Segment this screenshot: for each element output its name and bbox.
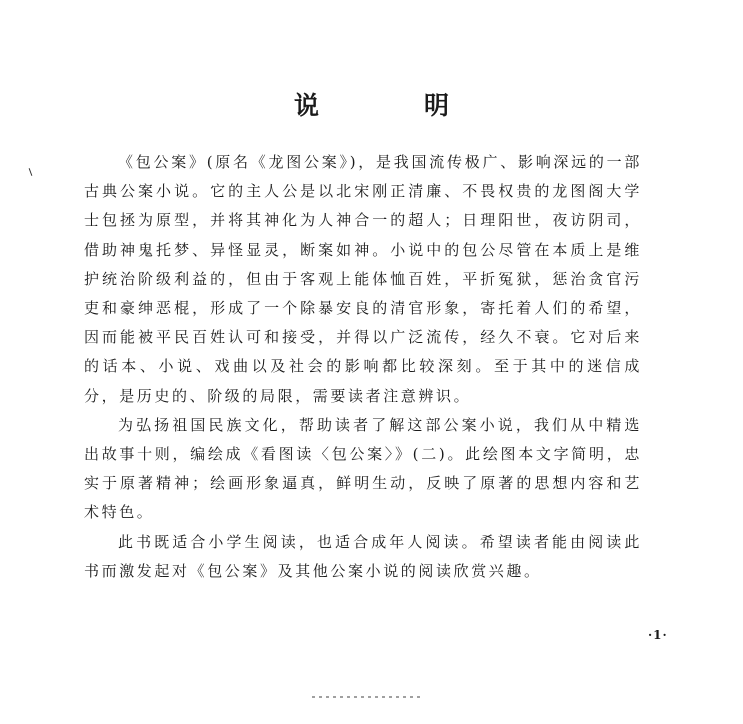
- page-number: ·1·: [648, 628, 668, 642]
- scan-smudge: [312, 696, 420, 698]
- page-title: 说 明: [293, 91, 489, 120]
- paragraph-intro: 《包公案》(原名《龙图公案》)，是我国流传极广、影响深远的一部古典公案小说。它的主人公是以北宋刚正清廉、不畏权贵的龙图阁大学士包拯为原型，并将其神化为人神合一的超人；日理阳世，夜访阴司，借助神鬼托梦、异怪显灵，断案如神。小说中的包公尽管在本质上是维护统治阶级利益的，但由于客观上能体恤百姓，平折冤狱，惩治贪官污吏和豪绅恶棍，形成了一个除暴安良的清官形象，寄托着人们的希望，因而能被平民百姓认可和接受，并得以广泛流传，经久不衰。它对后来的话本、小说、戏曲以及社会的影响都比较深刻。至于其中的迷信成分，是历史的、阶级的局限，需要读者注意辨识。: [84, 153, 642, 405]
- paragraph-purpose: 为弘扬祖国民族文化，帮助读者了解这部公案小说，我们从中精选出故事十则，编绘成《看图读〈包公案〉》(二)。此绘图本文字简明，忠实于原著精神；绘画形象逼真，鲜明生动，反映了原著的思想内容和艺术特色。: [84, 415, 642, 522]
- body-text: [84, 148, 642, 586]
- scan-mark: [29, 168, 33, 176]
- paragraph-audience: 此书既适合小学生阅读，也适合成年人阅读。希望读者能由阅读此书而激发起对《包公案》及其他公案小说的阅读欣赏兴趣。: [84, 532, 642, 580]
